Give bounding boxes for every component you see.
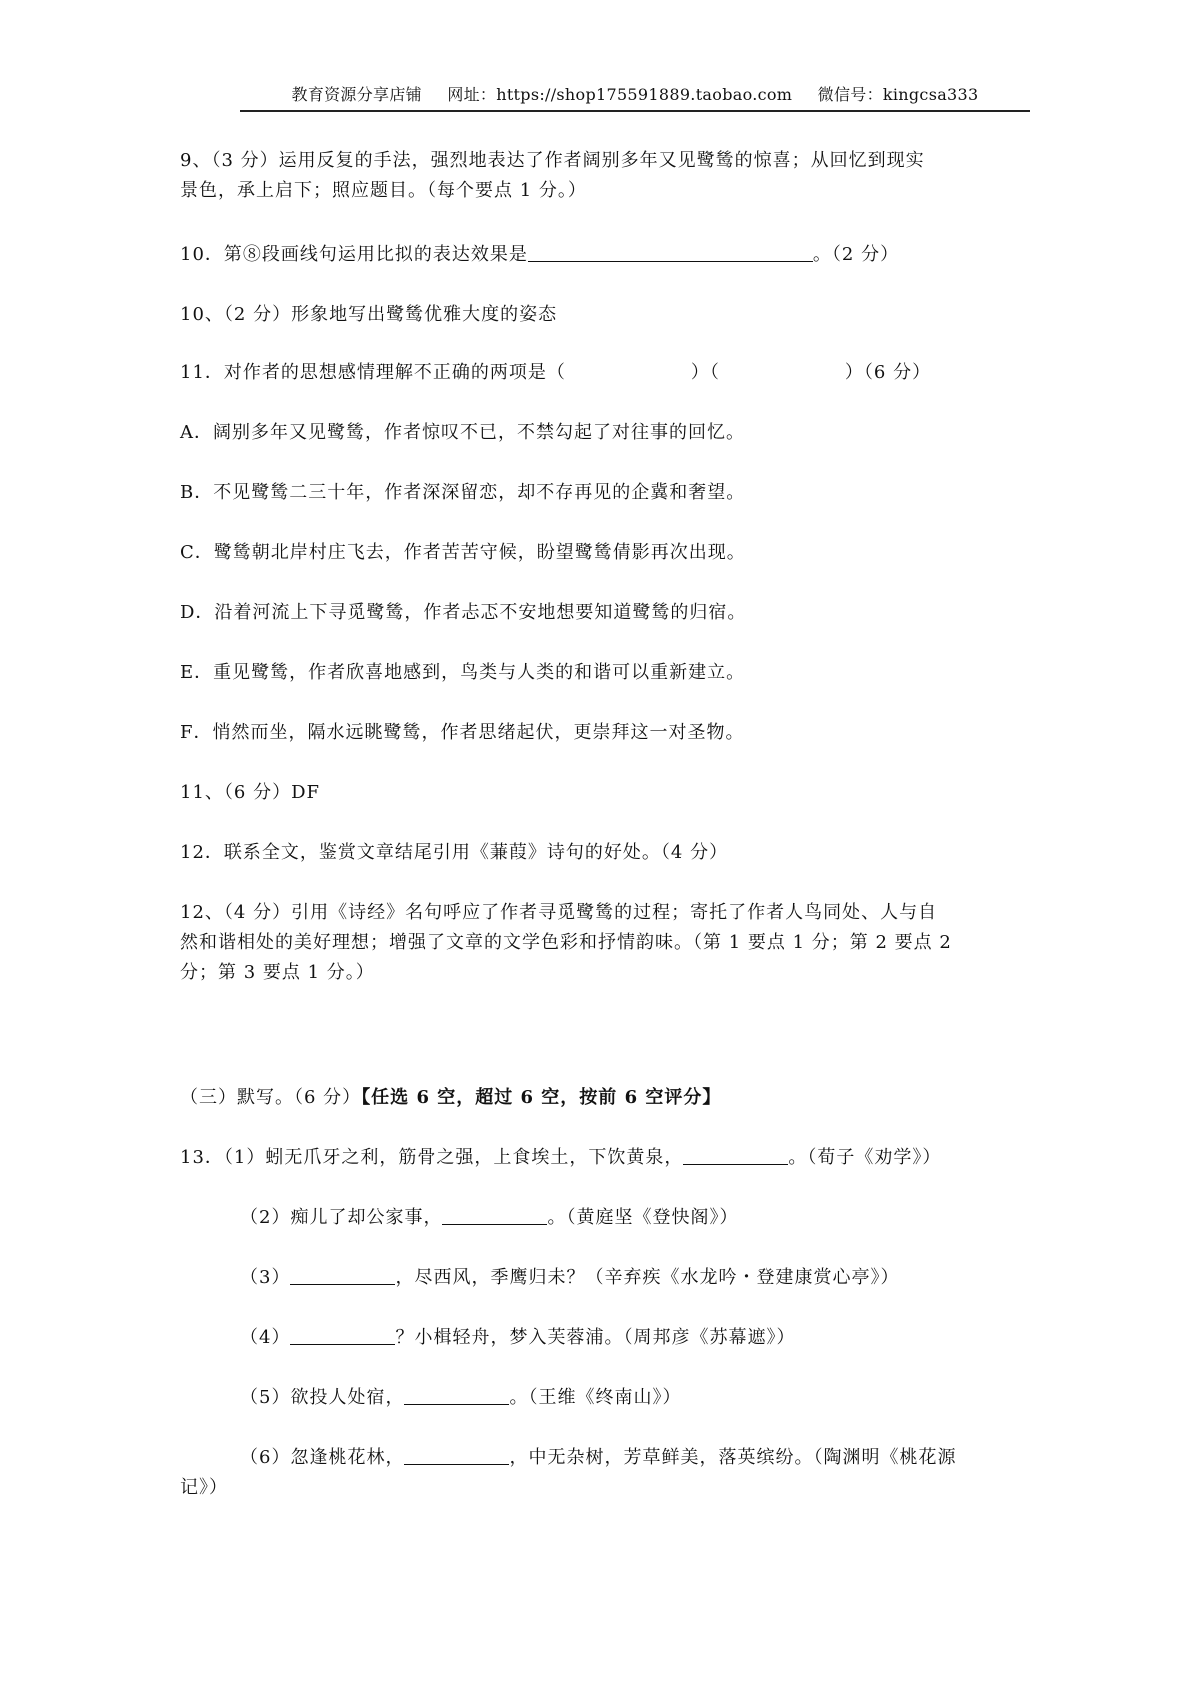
q13-item-1-text: （1）蚓无爪牙之利，筋骨之强，上食埃土，下饮黄泉， [223, 1147, 684, 1168]
page-header [240, 82, 1030, 105]
section-3-note: 【任选 6 空，超过 6 空，按前 6 空评分】 [361, 1087, 722, 1108]
question-12: 12．联系全文，鉴赏文章结尾引用《蒹葭》诗句的好处。（4 分） [180, 842, 729, 863]
question-10 [180, 240, 1030, 270]
q13-item-6-source: ，中无杂树，芳草鲜美，落英缤纷。（陶渊明《桃花源 [509, 1447, 957, 1468]
q13-item-1-blank[interactable] [683, 1146, 788, 1165]
q13-item-5-text: （5）欲投人处宿， [240, 1387, 405, 1408]
q13-item-1 [180, 1143, 1030, 1173]
q13-item-3-num: （3） [240, 1267, 291, 1288]
q13-item-2-blank[interactable] [442, 1206, 547, 1225]
q13-item-3-text: ，尽西风，季鹰归未？（辛弃疾《水龙吟・登建康赏心亭》） [395, 1267, 900, 1288]
section-3-heading [180, 1083, 1030, 1113]
q13-item-2-text: （2）痴儿了却公家事， [240, 1207, 443, 1228]
header-url: 网址：https://shop175591889.taobao.com [447, 85, 793, 104]
q13-item-5-source: 。（王维《终南山》） [509, 1387, 682, 1408]
q11-option-a: A．阔别多年又见鹭鸶，作者惊叹不已，不禁勾起了对往事的回忆。 [180, 422, 745, 443]
q13-item-6-blank[interactable] [404, 1446, 509, 1465]
q11-score: ）（6 分） [844, 362, 932, 383]
q12-answer-line-3: 分；第 3 要点 1 分。） [180, 962, 375, 983]
q9-answer-line-2: 景色，承上启下；照应题目。（每个要点 1 分。） [180, 180, 587, 201]
q10-answer: 10、（2 分）形象地写出鹭鸶优雅大度的姿态 [180, 304, 558, 325]
q13-item-2 [240, 1203, 1030, 1233]
q13-item-5-blank[interactable] [404, 1386, 509, 1405]
q11-option-e: E．重见鹭鸶，作者欣喜地感到，鸟类与人类的和谐可以重新建立。 [180, 662, 746, 683]
header-divider [240, 110, 1030, 112]
q11-option-b: B．不见鹭鸶二三十年，作者深深留恋，却不存再见的企冀和奢望。 [180, 482, 746, 503]
q13-item-4-num: （4） [240, 1327, 291, 1348]
q11-option-d: D．沿着河流上下寻觅鹭鸶，作者忐忑不安地想要知道鹭鸶的归宿。 [180, 602, 747, 623]
q13-item-6-line-2: 记》） [180, 1477, 228, 1498]
q13-item-5 [240, 1383, 1030, 1413]
q11-mid: ）（ [690, 362, 720, 383]
q13-item-3-blank[interactable] [290, 1266, 395, 1285]
q11-answer: 11、（6 分）DF [180, 782, 320, 803]
section-3-title: （三）默写。（6 分） [180, 1087, 362, 1108]
q11-option-f: F．悄然而坐，隔水远眺鹭鸶，作者思绪起伏，更崇拜这一对圣物。 [180, 722, 745, 743]
q13-label: 13． [180, 1147, 224, 1168]
q11-text: 11．对作者的思想感情理解不正确的两项是（ [180, 362, 566, 383]
q10-text: 10．第⑧段画线句运用比拟的表达效果是 [180, 244, 528, 265]
q10-answer-blank[interactable] [528, 243, 813, 262]
q12-answer-line-2: 然和谐相处的美好理想；增强了文章的文学色彩和抒情韵味。（第 1 要点 1 分；第 2 要点 2 [180, 932, 952, 953]
header-shop: 教育资源分享店铺 [291, 85, 422, 104]
q13-item-4-blank[interactable] [290, 1326, 395, 1345]
q9-answer-line-1: 9、（3 分）运用反复的手法，强烈地表达了作者阔别多年又见鹭鸶的惊喜；从回忆到现实 [180, 150, 925, 171]
q13-item-6-text: （6）忽逢桃花林， [240, 1447, 405, 1468]
q13-item-1-source: 。（荀子《劝学》） [788, 1147, 942, 1168]
q12-answer-line-1: 12、（4 分）引用《诗经》名句呼应了作者寻觅鹭鸶的过程；寄托了作者人鸟同处、人与自 [180, 902, 938, 923]
q13-item-3 [240, 1263, 1030, 1293]
q10-score: 。（2 分） [812, 244, 900, 265]
question-11 [180, 358, 1030, 388]
header-wechat: 微信号：kingcsa333 [817, 85, 979, 104]
q13-item-2-source: 。（黄庭坚《登快阁》） [547, 1207, 739, 1228]
q13-item-4-text: ？小楫轻舟，梦入芙蓉浦。（周邦彦《苏幕遮》） [395, 1327, 796, 1348]
q11-option-c: C．鹭鸶朝北岸村庄飞去，作者苦苦守候，盼望鹭鸶倩影再次出现。 [180, 542, 746, 563]
q13-item-6 [240, 1443, 1030, 1473]
q13-item-4 [240, 1323, 1030, 1353]
